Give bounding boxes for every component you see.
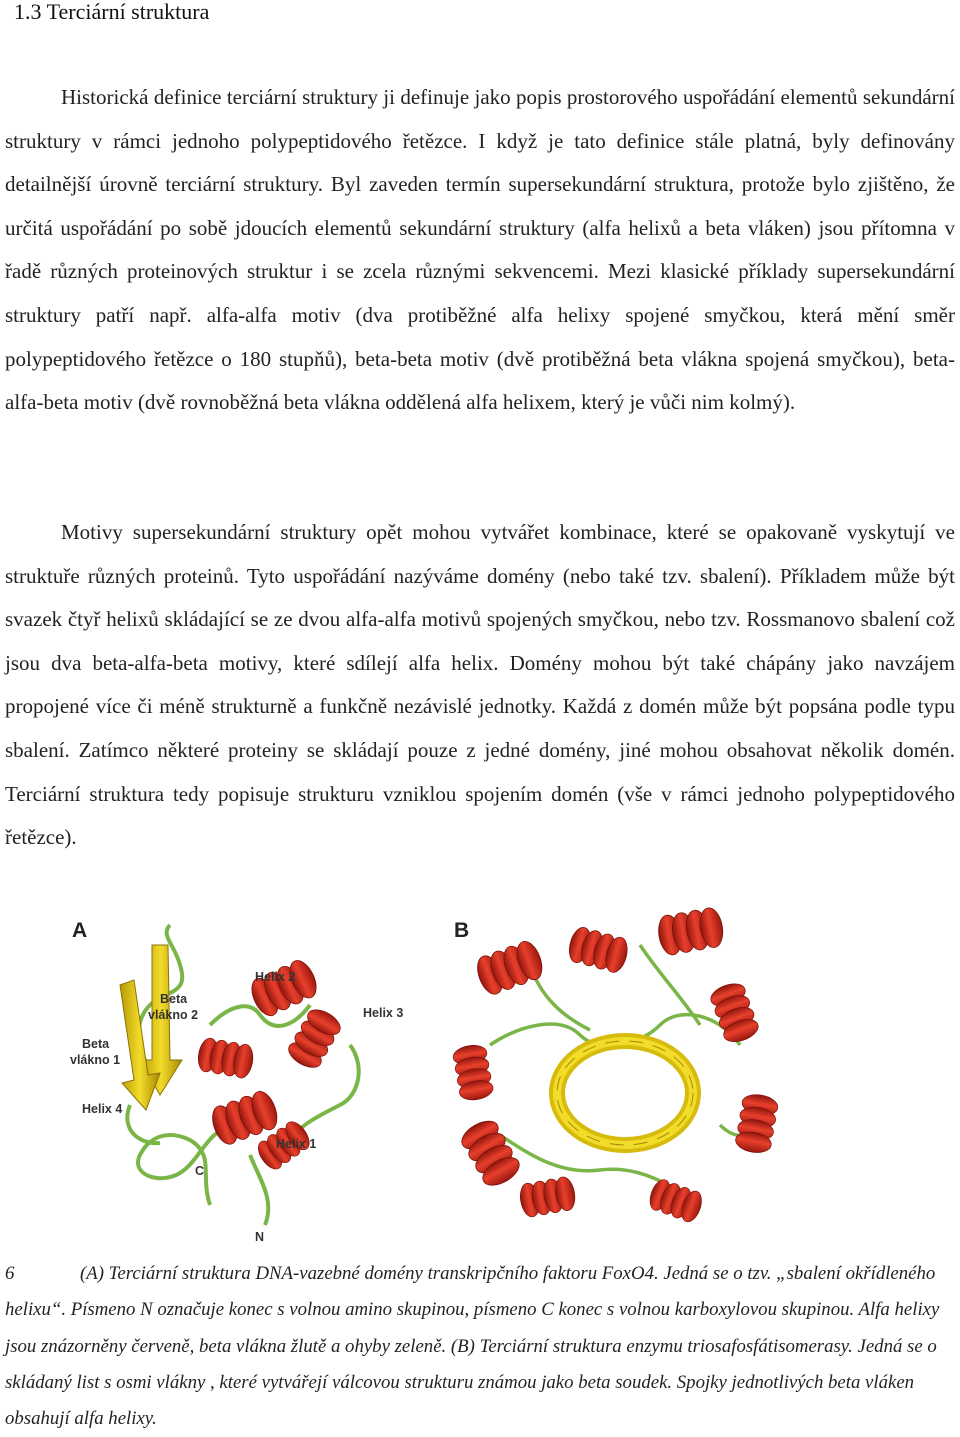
label-helix-4: Helix 4 xyxy=(82,1102,123,1116)
panel-a-letter: A xyxy=(72,919,88,942)
paragraph-1: Historická definice terciární struktury ji definuje jako popis prostorového uspořádání elementů sekundární struktury v rámci jednoho polypeptidového řetězce. I když je tato definice stále platná, byly definovány detailnější úrovně terciární struktury. Byl zaveden termín supersekundární struktura, protože bylo zjištěno, že určitá uspořádání po sobě jdoucích elementů sekundární struktury (alfa helixů a beta vláken) jsou přítomna v řadě různých proteinových struktur i se zcela různými sekvencemi. Mezi klasické příklady supersekundární struktury patří např. alfa-alfa motiv (dva protiběžné alfa helixy spojené smyčkou, která mění směr polypeptidového řetězce o 180 stupňů), beta-beta motiv (dvě protiběžná beta vlákna spojená smyčkou), beta-alfa-beta motiv (dvě rovnoběžná beta vlákna oddělená alfa helixem, který je vůči nim kolmý). xyxy=(5,85,955,415)
label-helix-2: Helix 2 xyxy=(255,970,296,984)
panel-b-letter: B xyxy=(454,919,470,942)
panel-b-structure xyxy=(452,906,780,1224)
section-heading: 1.3 Terciární struktura xyxy=(14,0,210,24)
label-beta-1-line1: Beta xyxy=(82,1037,110,1051)
label-beta-2-line1: Beta xyxy=(160,992,188,1006)
label-n-terminus: N xyxy=(255,1230,265,1244)
protein-structure-illustration xyxy=(60,905,790,1250)
label-beta-2-line2: vlákno 2 xyxy=(148,1008,199,1022)
label-c-terminus: C xyxy=(195,1164,205,1178)
figure-caption xyxy=(5,1256,940,1437)
protein-structure-figure xyxy=(60,905,790,1250)
panel-a-structure xyxy=(120,925,359,1225)
figure-number: 6 xyxy=(5,1263,15,1284)
paragraph-2: Motivy supersekundární struktury opět mohou vytvářet kombinace, které se opakovaně vyskytují ve struktuře různých proteinů. Tyto uspořádání nazýváme domény (nebo také tzv. sbalení). Příkladem může být svazek čtyř helixů skládající se ze dvou alfa-alfa motivů spojených smyčkou, nebo tzv. Rossmanovo sbalení což jsou dva beta-alfa-beta motivy, které sdílejí alfa helix. Domény mohou být také chápány jako navzájem propojené více či méně strukturně a funkčně nezávislé jednotky. Každá z domén může být popsána podle typu sbalení. Zatímco některé proteiny se skládají pouze z jedné domény, jiné mohou obsahovat několik domén. Terciární struktura tedy popisuje strukturu vzniklou spojením domén (vše v rámci jednoho polypeptidového řetězce). xyxy=(5,520,955,850)
label-beta-1-line2: vlákno 1 xyxy=(70,1053,121,1067)
label-helix-1: Helix 1 xyxy=(276,1137,317,1151)
label-helix-3: Helix 3 xyxy=(363,1006,404,1020)
figure-caption-text: (A) Terciární struktura DNA-vazebné domény transkripčního faktoru FoxO4. Jedná se o tzv. „sbalení okřídleného helixu“. Písmeno N označuje konec s volnou amino skupinou, písmeno C konec s volnou karboxylovou skupinou. Alfa helixy jsou znázorněny červeně, beta vlákna žlutě a ohyby zeleně. (B) Terciární struktura enzymu triosafosfátisomerasy. Jedná se o skládaný list s osmi vlákny , které vytvářejí válcovou strukturu známou jako beta soudek. Spojky jednotlivých beta vláken obsahují alfa helixy. xyxy=(5,1263,940,1430)
